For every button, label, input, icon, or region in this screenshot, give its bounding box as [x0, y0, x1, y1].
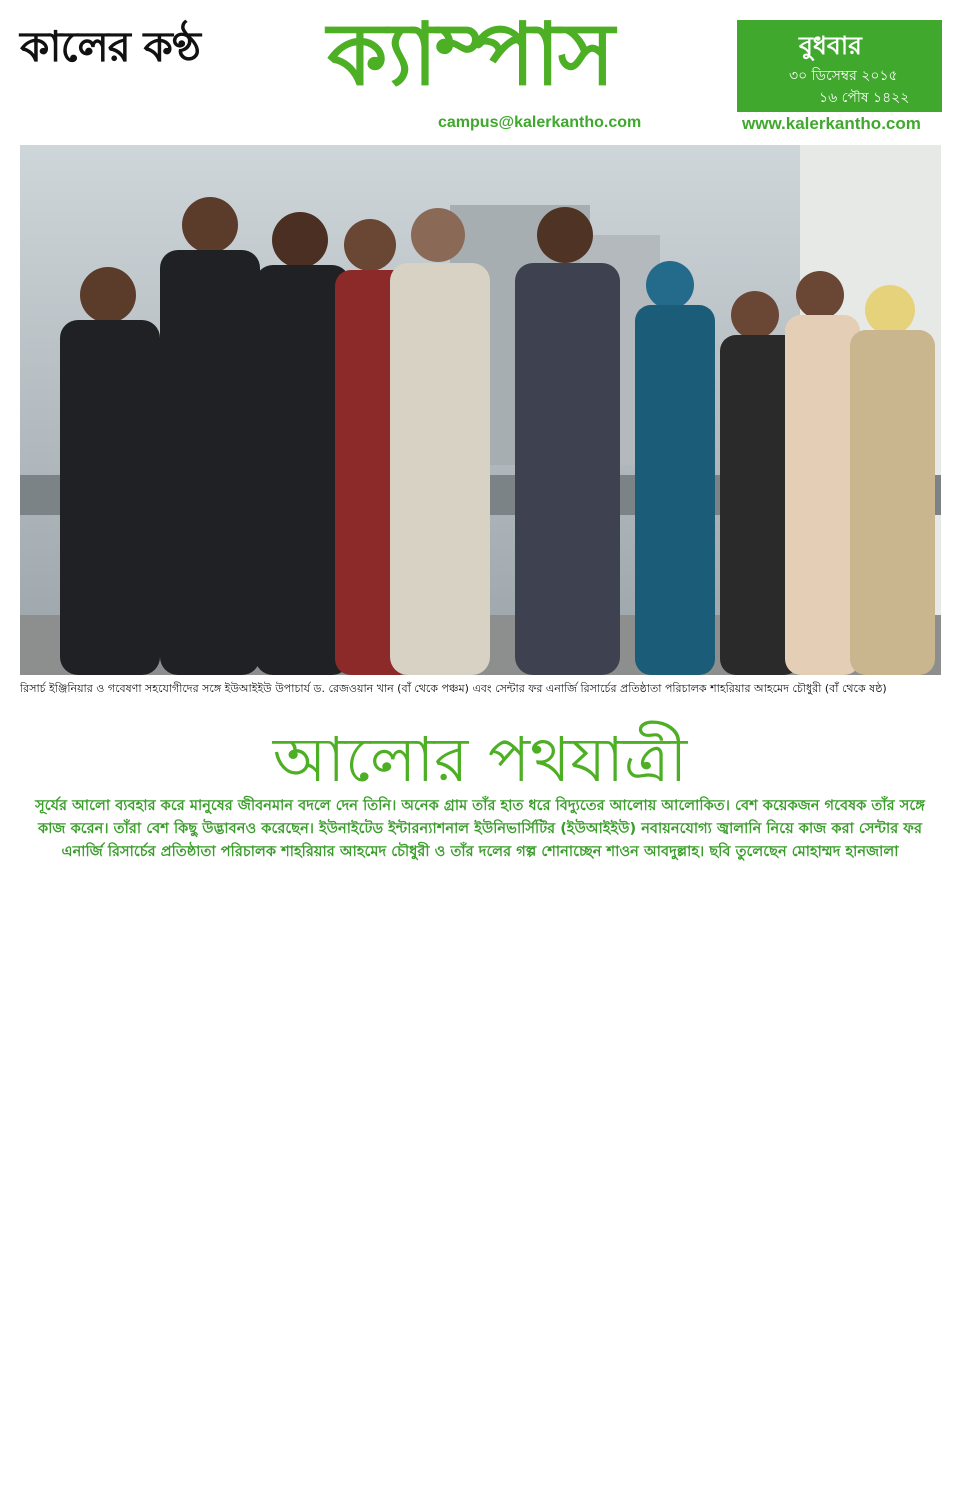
article-column-1: [20, 904, 315, 1484]
article-column-2: [333, 904, 628, 1484]
section-title: ক্যাম্পাস: [327, 5, 613, 105]
article-intro: সূর্যের আলো ব্যবহার করে মানুষের জীবনমান বদলে দেন তিনি। অনেক গ্রাম তাঁর হাত ধরে বিদ্যুতের আলোয় আলোকিত। বেশ কয়েকজন গবেষক তাঁর সঙ্গে কাজ করেন। তাঁরা বেশ কিছু উদ্ভাবনও করেছেন। ইউনাইটেড ইন্টারন্যাশনাল ইউনিভার্সিটির (ইউআইইউ) নবায়নযোগ্য জ্বালানি নিয়ে কাজ করা সেন্টার ফর এনার্জি রিসার্চের প্রতিষ্ঠাতা পরিচালক শাহরিয়ার আহমেদ চৌধুরী ও তাঁর দলের গল্প শোনাচ্ছেন শাওন আবদুল্লাহ। ছবি তুলেছেন মোহাম্মদ হানজালা: [35, 797, 925, 860]
newspaper-logo[interactable]: কালের কণ্ঠ: [20, 22, 200, 71]
article-headline: আলোর পথযাত্রী: [272, 723, 688, 796]
masthead: [0, 0, 960, 140]
date-bengali: ১৬ পৌষ ১৪২২: [819, 90, 910, 106]
weekday: বুধবার: [799, 31, 862, 60]
website-link[interactable]: www.kalerkantho.com: [742, 114, 921, 133]
photo-caption: রিসার্চ ইঞ্জিনিয়ার ও গবেষণা সহযোগীদের সঙ্গে ইউআইইউ উপাচার্য ড. রেজওয়ান খান (বাঁ থেকে পঞ্চম) এবং সেন্টার ফর এনার্জি রিসার্চের প্রতিষ্ঠাতা পরিচালক শাহরিয়ার আহমেদ চৌধুরী (বাঁ থেকে ষষ্ঠ): [20, 682, 887, 695]
group-photo-illustration: [20, 145, 941, 675]
date-box: [737, 20, 942, 112]
article-body: [20, 904, 941, 1484]
article-column-3: [646, 904, 941, 1484]
date-gregorian: ৩০ ডিসেম্বর ২০১৫: [789, 68, 898, 84]
campus-email-link[interactable]: campus@kalerkantho.com: [438, 114, 642, 131]
group-photo: [20, 145, 941, 675]
